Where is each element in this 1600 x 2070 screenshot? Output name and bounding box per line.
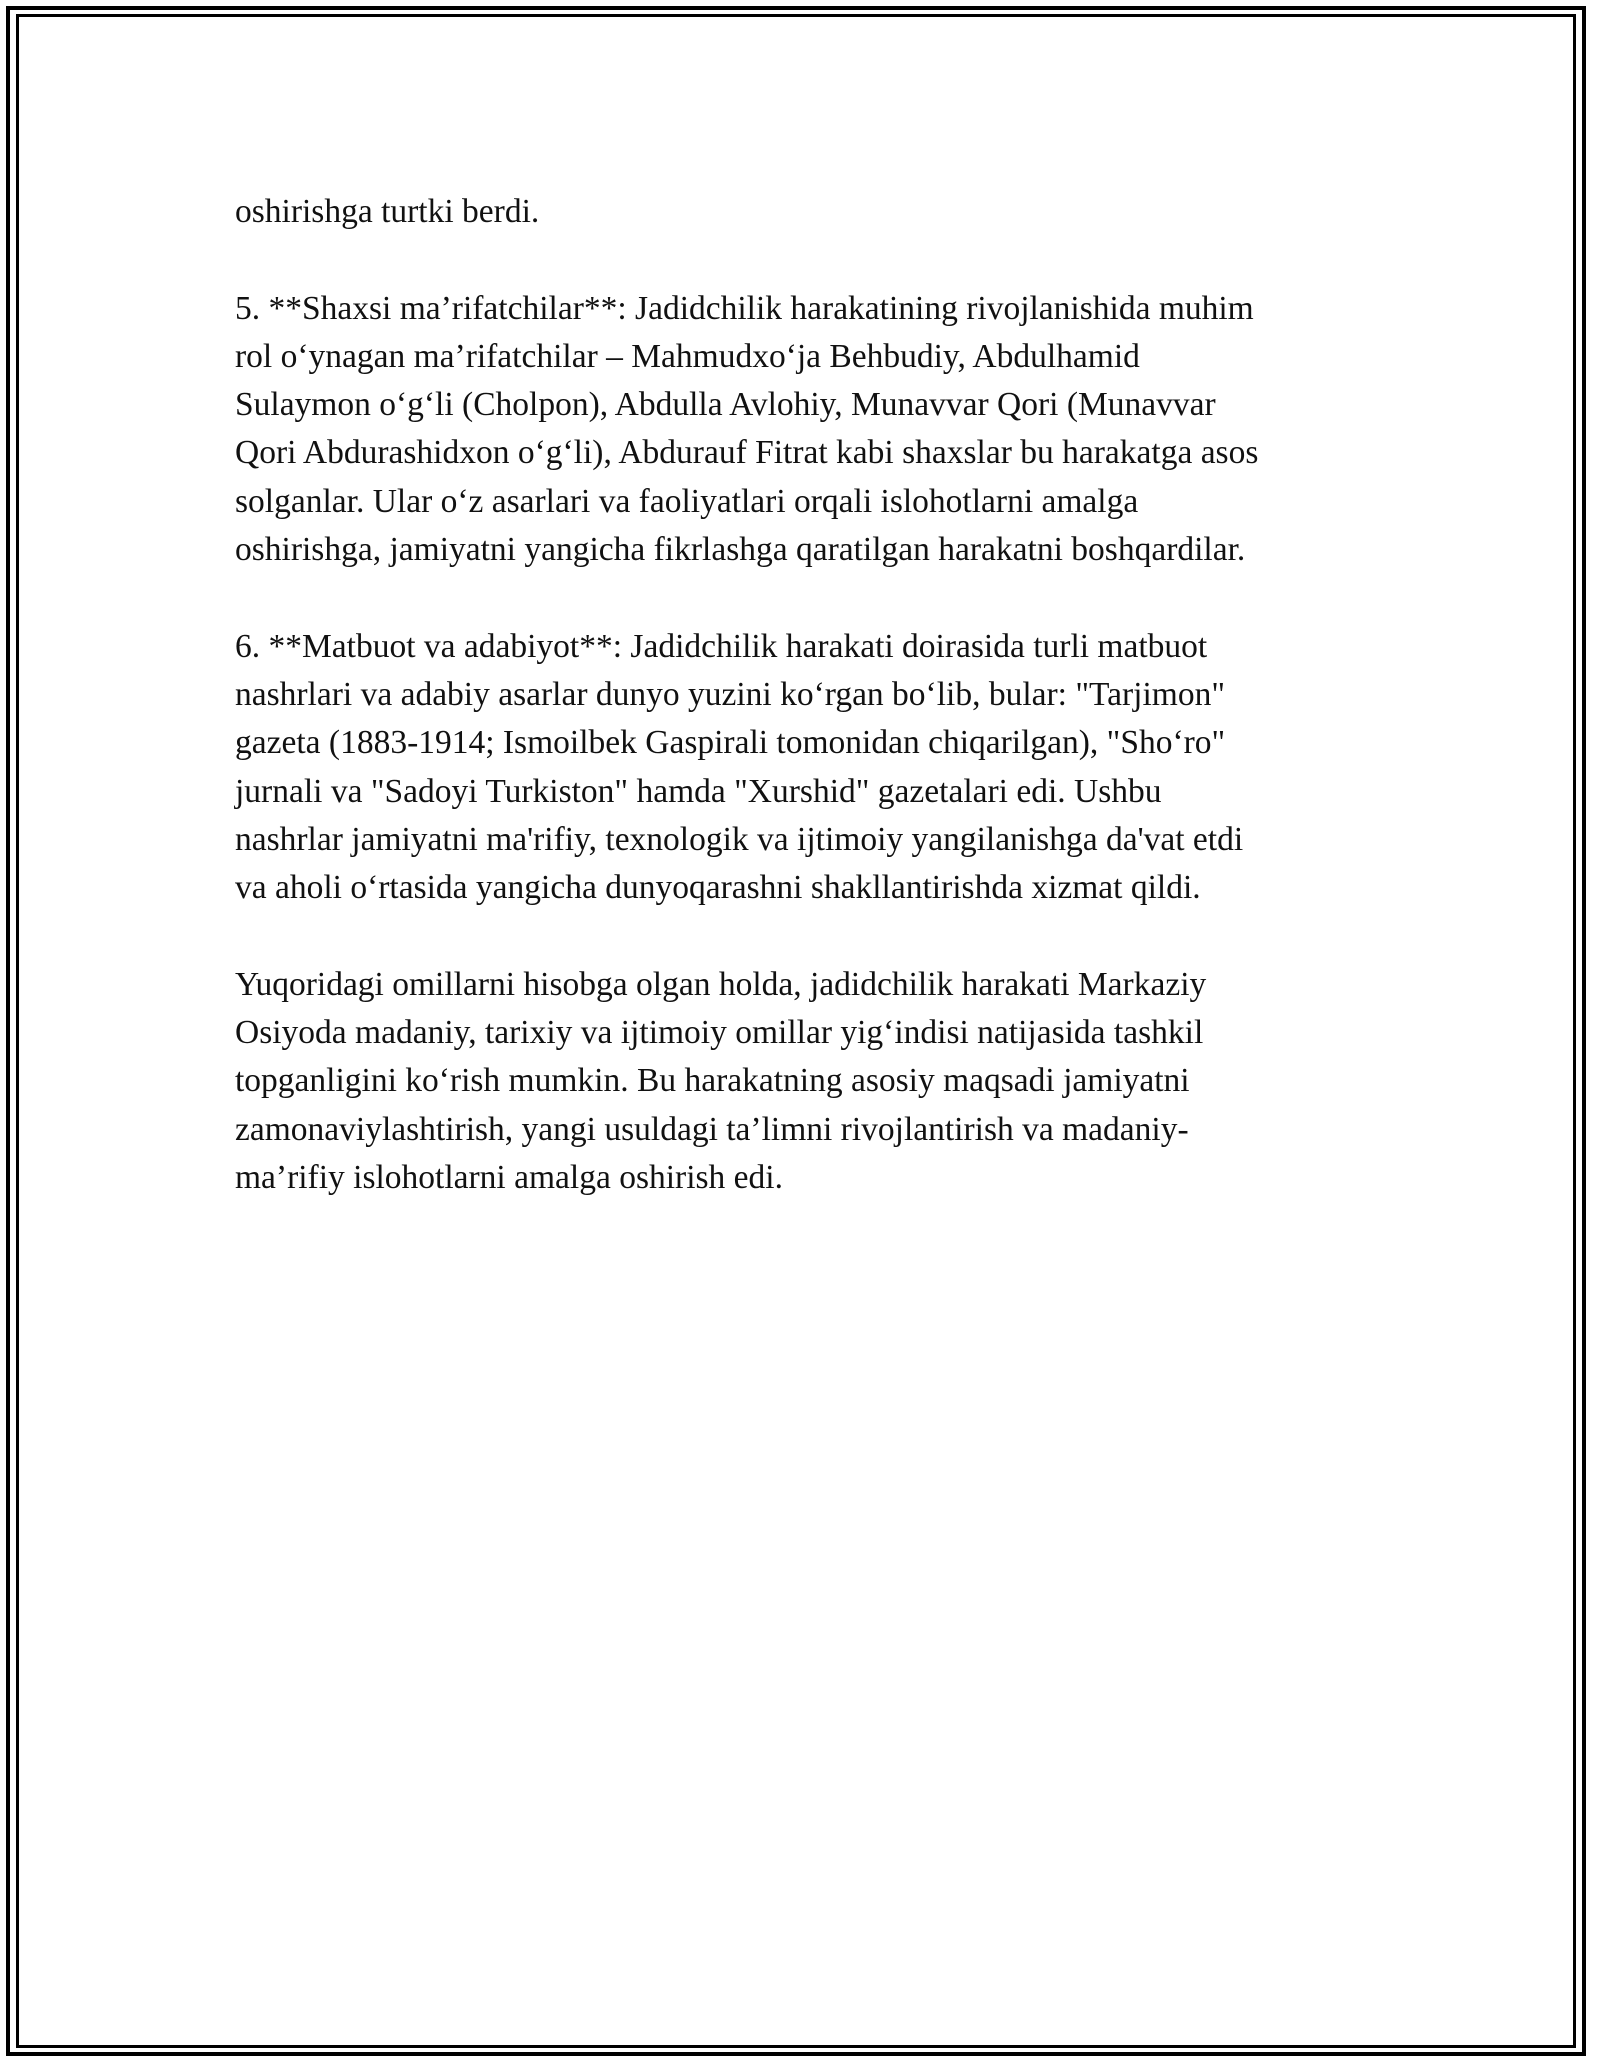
paragraph-conclusion: [235, 961, 1375, 1202]
paragraph-section-6: [235, 623, 1375, 913]
paragraph-gap: [235, 236, 1375, 284]
text-line: jurnali va "Sadoyi Turkiston" hamda "Xurshid" gazetalari edi. Ushbu: [235, 772, 1162, 810]
text-line: oshirishga turtki berdi.: [235, 193, 540, 230]
paragraph-gap: [235, 912, 1375, 960]
text-line: zamonaviylashtirish, yangi usuldagi ta’limni rivojlantirish va madaniy-: [235, 1110, 1189, 1148]
text-line: nashrlar jamiyatni ma'rifiy, texnologik va ijtimoiy yangilanishga da'vat etdi: [235, 820, 1244, 858]
paragraph-continuation: [235, 188, 1375, 236]
text-line: ma’rifiy islohotlarni amalga oshirish edi.: [235, 1158, 783, 1196]
paragraph-gap: [235, 574, 1375, 622]
text-line: 5. **Shaxsi ma’rifatchilar**: Jadidchilik harakatining rivojlanishida muhim: [235, 289, 1254, 327]
text-line: gazeta (1883-1914; Ismoilbek Gaspirali tomonidan chiqarilgan), "Sho‘ro": [235, 724, 1226, 762]
text-line: Yuqoridagi omillarni hisobga olgan holda, jadidchilik harakati Markaziy: [235, 965, 1207, 1003]
text-line: 6. **Matbuot va adabiyot**: Jadidchilik harakati doirasida turli matbuot: [235, 627, 1208, 665]
text-line: oshirishga, jamiyatni yangicha fikrlashga qaratilgan harakatni boshqardilar.: [235, 531, 1246, 569]
text-line: Sulaymon o‘g‘li (Cholpon), Abdulla Avlohiy, Munavvar Qori (Munavvar: [235, 386, 1216, 424]
document-body: [235, 188, 1375, 1202]
text-line: topganligini ko‘rish mumkin. Bu harakatning asosiy maqsadi jamiyatni: [235, 1062, 1190, 1100]
text-line: rol o‘ynagan ma’rifatchilar – Mahmudxo‘ja Behbudiy, Abdulhamid: [235, 337, 1140, 375]
text-line: Qori Abdurashidxon o‘g‘li), Abdurauf Fitrat kabi shaxslar bu harakatga asos: [235, 434, 1259, 472]
text-line: solganlar. Ular o‘z asarlari va faoliyatlari orqali islohotlarni amalga: [235, 482, 1139, 520]
text-line: va aholi o‘rtasida yangicha dunyoqarashni shakllantirishda xizmat qildi.: [235, 869, 1201, 907]
text-line: nashrlari va adabiy asarlar dunyo yuzini ko‘rgan bo‘lib, bular: "Tarjimon": [235, 675, 1226, 713]
text-line: Osiyoda madaniy, tarixiy va ijtimoiy omillar yig‘indisi natijasida tashkil: [235, 1014, 1204, 1052]
paragraph-section-5: [235, 285, 1375, 575]
